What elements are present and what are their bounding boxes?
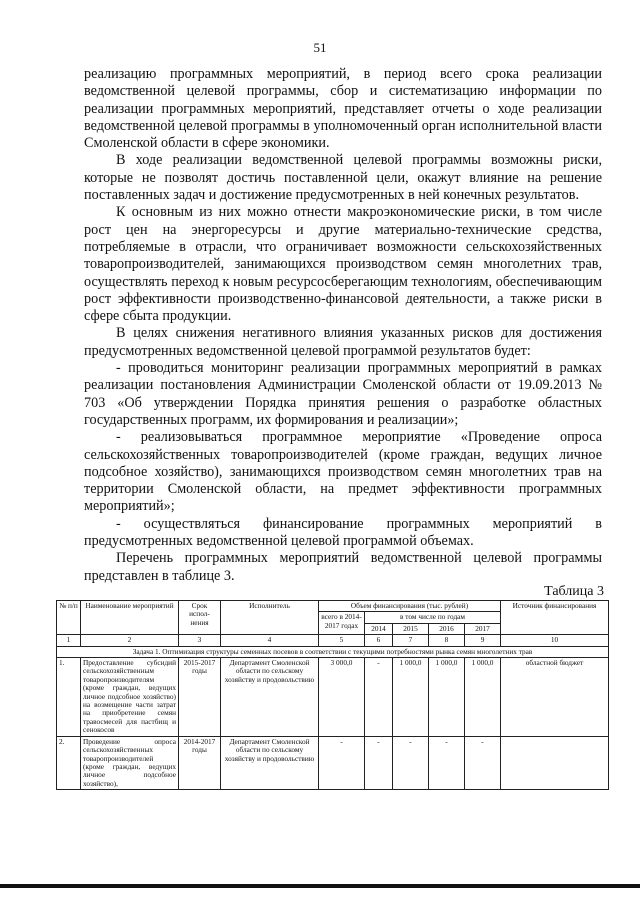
row-name: Предоставление субсидий сельскохозяйственным товаропроизводителям (кроме граждан, ведущих личное подсобное хозяйство) на возмещение части затрат на приобретение семян травосмесей для пастбищ и сенокосов [81,658,179,737]
program-activities-table [56,600,609,790]
row-2014: - [365,736,393,789]
header-name: Наименование мероприятий [81,601,179,635]
paragraph-3: К основным из них можно отнести макроэкономические риски, в том числе рост цен на энергоресурсы и другие материально-технические средства, потребляемые в отрасли, что ограничивает возможности сельскохозяйственных товаропроизводителей, занимающихся производством семян многолетних трав, осуществлять переход к новым ресурсосберегающим технологиям, обеспечивающим рост эффективности производственно-финансовой деятельности, а также риски в сфере сбыта продукции. [84,204,602,325]
paragraph-6: - реализовываться программное мероприятие «Проведение опроса сельскохозяйственных товаропроизводителей (кроме граждан, ведущих личное подсобное хозяйство), занимающихся производством семян многолетних трав на территории Смоленской области, на предмет эффективности программных мероприятий»; [84,429,602,515]
col-number: 9 [465,635,501,646]
row-source: областной бюджет [501,658,609,737]
header-2014: 2014 [365,623,393,634]
header-incl: в том числе по годам [365,612,501,623]
col-number: 5 [319,635,365,646]
paragraph-1: реализацию программных мероприятий, в период всего срока реализации ведомственной целевой программы, сбор и систематизацию информации по реализации программных мероприятий, представляет отчеты о ходе реализации ведомственной целевой программы в уполномоченный орган исполнительной власти Смоленской области в сфере экономики. [84,66,602,152]
col-number: 10 [501,635,609,646]
header-num: № п/п [57,601,81,635]
row-num: 1. [57,658,81,737]
body-text [84,66,602,585]
header-2015: 2015 [393,623,429,634]
row-total: 3 000,0 [319,658,365,737]
row-executor: Департамент Смоленской области по сельскому хозяйству и продовольствию [221,736,319,789]
row-source [501,736,609,789]
row-2016: 1 000,0 [429,658,465,737]
table-caption: Таблица 3 [544,584,604,599]
col-number: 2 [81,635,179,646]
row-num: 2. [57,736,81,789]
col-number: 6 [365,635,393,646]
paragraph-4: В целях снижения негативного влияния указанных рисков для достижения предусмотренных ведомственной целевой программой результатов будет: [84,325,602,359]
row-2015: - [393,736,429,789]
row-2015: 1 000,0 [393,658,429,737]
page-bottom-rule [0,884,640,888]
row-term: 2015-2017 годы [179,658,221,737]
paragraph-8: Перечень программных мероприятий ведомственной целевой программы представлен в таблице 3. [84,550,602,584]
row-term: 2014-2017 годы [179,736,221,789]
col-number: 4 [221,635,319,646]
table-row [57,736,609,789]
col-number: 1 [57,635,81,646]
table-row [57,658,609,737]
header-term: Срок испол-нения [179,601,221,635]
row-2016: - [429,736,465,789]
col-number: 7 [393,635,429,646]
page-number: 51 [313,40,327,55]
row-total: - [319,736,365,789]
header-volume: Объем финансирования (тыс. рублей) [319,601,501,612]
header-executor: Исполнитель [221,601,319,635]
header-total: всего в 2014-2017 годах [319,612,365,635]
row-executor: Департамент Смоленской области по сельскому хозяйству и продовольствию [221,658,319,737]
paragraph-2: В ходе реализации ведомственной целевой программы возможны риски, которые не позволят достичь поставленной цели, окажут влияние на решение поставленных задач и достижение предусмотренных в ней конечных результатов. [84,152,602,204]
col-number: 8 [429,635,465,646]
header-source: Источник финансирования [501,601,609,635]
row-2017: - [465,736,501,789]
paragraph-5: - проводиться мониторинг реализации программных мероприятий в рамках реализации постановления Администрации Смоленской области от 19.09.2013 № 703 «Об утверждении Порядка принятия решения о разработке областных государственных программ, их формирования и реализации»; [84,360,602,428]
task-row: Задача 1. Оптимизация структуры семенных посевов в соответствии с текущими потребностями рынка семян многолетних трав [57,646,609,657]
row-2017: 1 000,0 [465,658,501,737]
header-2016: 2016 [429,623,465,634]
row-name: Проведение опроса сельскохозяйственных товаропроизводителей (кроме граждан, ведущих личное подсобное хозяйство), [81,736,179,789]
paragraph-7: - осуществляться финансирование программных мероприятий в предусмотренных ведомственной целевой программой объемах. [84,515,602,550]
row-2014: - [365,658,393,737]
col-number: 3 [179,635,221,646]
header-2017: 2017 [465,623,501,634]
